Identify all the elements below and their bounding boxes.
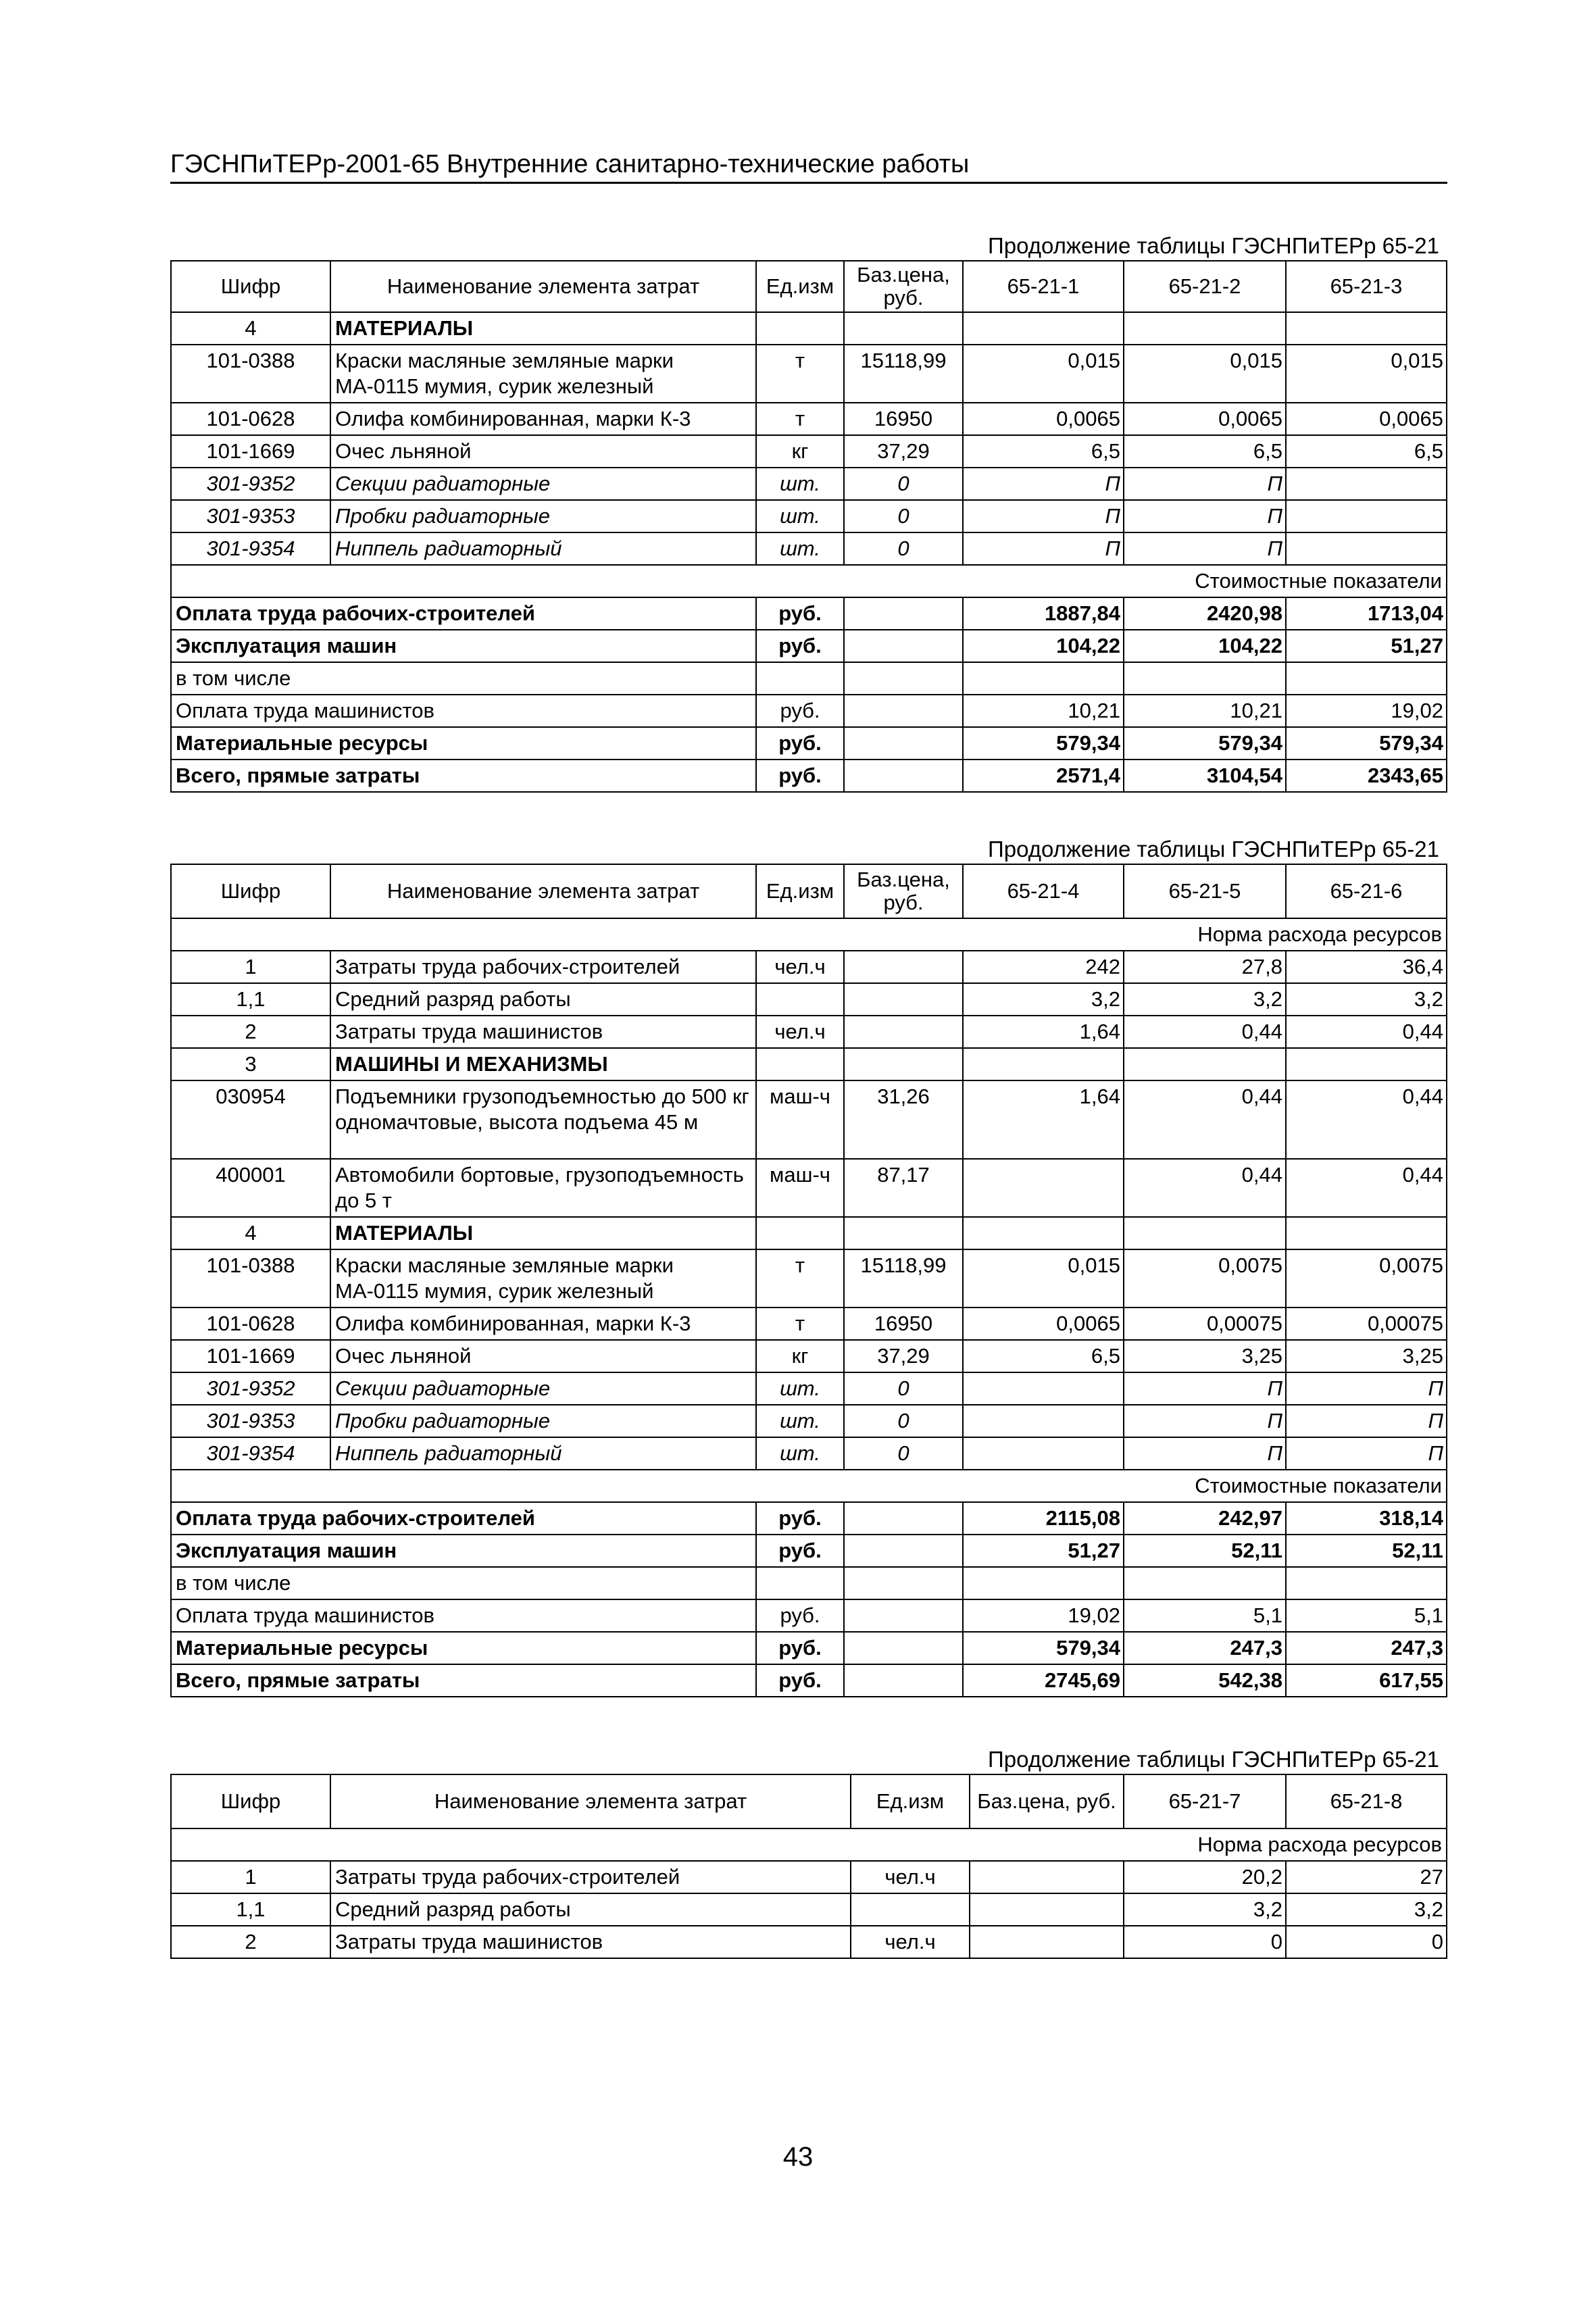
row-code: 101-0388: [171, 1249, 330, 1308]
row-code: 030954: [171, 1080, 330, 1159]
cost-value: [1124, 662, 1286, 695]
row-unit: т: [756, 403, 844, 435]
table-row: [171, 435, 1447, 468]
header-price: Баз.цена, руб.: [970, 1774, 1124, 1828]
row-name: Средний разряд работы: [330, 1893, 851, 1926]
row-unit: [756, 1048, 844, 1080]
row-value: 0,0065: [1286, 403, 1447, 435]
row-unit: т: [756, 1249, 844, 1308]
row-value: 3,2: [963, 983, 1124, 1016]
row-name: МАТЕРИАЛЫ: [330, 1217, 756, 1249]
row-price: [844, 983, 963, 1016]
cost-price-empty: [844, 727, 963, 760]
row-value: 3,25: [1286, 1340, 1447, 1372]
row-value: П: [963, 532, 1124, 565]
cost-label: в том числе: [171, 1567, 756, 1599]
row-value: 0,0065: [963, 403, 1124, 435]
row-code: 1,1: [171, 1893, 330, 1926]
row-unit: кг: [756, 435, 844, 468]
row-unit: чел.ч: [756, 1016, 844, 1048]
cost-value: 2745,69: [963, 1664, 1124, 1697]
row-unit: шт.: [756, 1405, 844, 1437]
cost-value: 5,1: [1286, 1599, 1447, 1632]
header-code: Шифр: [171, 261, 330, 312]
header-col: 65-21-6: [1286, 864, 1447, 918]
row-value: 0,44: [1286, 1080, 1447, 1159]
row-value: [963, 1405, 1124, 1437]
row-value: 27: [1286, 1861, 1447, 1893]
table-row: [171, 1893, 1447, 1926]
row-price: 0: [844, 1437, 963, 1470]
cost-value: 19,02: [963, 1599, 1124, 1632]
row-value: П: [1124, 532, 1286, 565]
norm-heading: Норма расхода ресурсов: [171, 918, 1447, 951]
row-value: 0,0075: [1286, 1249, 1447, 1308]
table-row: [171, 1405, 1447, 1437]
row-value: [1124, 1217, 1286, 1249]
cost-value: 579,34: [963, 1632, 1124, 1664]
header-code: Шифр: [171, 864, 330, 918]
row-value: 0,015: [1286, 345, 1447, 403]
cost-unit: руб.: [756, 1632, 844, 1664]
cost-value: [963, 662, 1124, 695]
cost-value: 1887,84: [963, 597, 1124, 630]
row-value: [963, 1437, 1124, 1470]
row-unit: [756, 983, 844, 1016]
table-row: [171, 1159, 1447, 1217]
page-header: ГЭСНПиТЕРр-2001-65 Внутренние санитарно-технические работы: [170, 150, 1447, 184]
row-code: 101-0628: [171, 1308, 330, 1340]
cost-label: Оплата труда машинистов: [171, 695, 756, 727]
row-price: 0: [844, 468, 963, 500]
page-number: 43: [782, 2142, 814, 2172]
table-row: [171, 1217, 1447, 1249]
cost-price-empty: [844, 1567, 963, 1599]
row-price: [844, 1048, 963, 1080]
cost-value: 2420,98: [1124, 597, 1286, 630]
row-value: 27,8: [1124, 951, 1286, 983]
cost-unit: руб.: [756, 1502, 844, 1535]
row-code: 101-0628: [171, 403, 330, 435]
table-row: [171, 1372, 1447, 1405]
row-code: 101-1669: [171, 435, 330, 468]
row-price: 0: [844, 1405, 963, 1437]
row-value: 0,44: [1124, 1080, 1286, 1159]
row-code: 4: [171, 1217, 330, 1249]
row-name: Олифа комбинированная, марки К-3: [330, 1308, 756, 1340]
row-value: [1286, 1217, 1447, 1249]
row-price: 0: [844, 1372, 963, 1405]
cost-unit: руб.: [756, 597, 844, 630]
cost-value: 51,27: [1286, 630, 1447, 662]
cost-value: 579,34: [1286, 727, 1447, 760]
cost-label: в том числе: [171, 662, 756, 695]
row-value: 0: [1286, 1926, 1447, 1958]
row-unit: чел.ч: [756, 951, 844, 983]
cost-label: Оплата труда рабочих-строителей: [171, 597, 756, 630]
row-value: 3,25: [1124, 1340, 1286, 1372]
row-name: Автомобили бортовые, грузоподъемность до 5 т: [330, 1159, 756, 1217]
header-unit: Ед.изм: [851, 1774, 970, 1828]
header-col: 65-21-3: [1286, 261, 1447, 312]
row-value: П: [1286, 1372, 1447, 1405]
cost-row: [171, 1502, 1447, 1535]
row-code: 101-1669: [171, 1340, 330, 1372]
cost-value: 2115,08: [963, 1502, 1124, 1535]
row-unit: [756, 1217, 844, 1249]
row-value: 6,5: [963, 435, 1124, 468]
cost-label: Материальные ресурсы: [171, 727, 756, 760]
row-value: [1286, 500, 1447, 532]
cost-value: 247,3: [1124, 1632, 1286, 1664]
header-name: Наименование элемента затрат: [330, 1774, 851, 1828]
row-value: [963, 1159, 1124, 1217]
header-col: 65-21-5: [1124, 864, 1286, 918]
row-price: [844, 312, 963, 345]
row-name: Затраты труда машинистов: [330, 1926, 851, 1958]
row-value: П: [1124, 1372, 1286, 1405]
cost-price-empty: [844, 1632, 963, 1664]
cost-row: [171, 1664, 1447, 1697]
row-unit: шт.: [756, 500, 844, 532]
cost-label: Всего, прямые затраты: [171, 1664, 756, 1697]
header-code: Шифр: [171, 1774, 330, 1828]
cost-value: 247,3: [1286, 1632, 1447, 1664]
row-unit: [756, 312, 844, 345]
row-code: 301-9352: [171, 1372, 330, 1405]
header-price: Баз.цена, руб.: [844, 261, 963, 312]
cost-heading: Стоимостные показатели: [171, 1470, 1447, 1502]
row-value: 0,0065: [963, 1308, 1124, 1340]
table-row: [171, 1308, 1447, 1340]
row-name: Ниппель радиаторный: [330, 1437, 756, 1470]
row-value: [963, 312, 1124, 345]
row-value: [963, 1217, 1124, 1249]
header-unit: Ед.изм: [756, 261, 844, 312]
cost-unit: руб.: [756, 760, 844, 792]
row-value: 242: [963, 951, 1124, 983]
row-name: МАТЕРИАЛЫ: [330, 312, 756, 345]
row-name: Очес льняной: [330, 435, 756, 468]
row-name: Затраты труда рабочих-строителей: [330, 951, 756, 983]
cost-value: [1286, 1567, 1447, 1599]
row-name: Пробки радиаторные: [330, 500, 756, 532]
row-code: 301-9354: [171, 1437, 330, 1470]
table3-continuation-label: Продолжение таблицы ГЭСНПиТЕРр 65-21: [988, 1747, 1439, 1772]
row-name: Ниппель радиаторный: [330, 532, 756, 565]
cost-label: Эксплуатация машин: [171, 1535, 756, 1567]
header-col: 65-21-4: [963, 864, 1124, 918]
cost-value: 542,38: [1124, 1664, 1286, 1697]
header-col: 65-21-7: [1124, 1774, 1286, 1828]
row-price: 16950: [844, 403, 963, 435]
row-code: 3: [171, 1048, 330, 1080]
row-unit: чел.ч: [851, 1861, 970, 1893]
cost-value: 5,1: [1124, 1599, 1286, 1632]
row-value: 0,0075: [1124, 1249, 1286, 1308]
row-unit: шт.: [756, 468, 844, 500]
cost-row: [171, 630, 1447, 662]
row-price: 0: [844, 532, 963, 565]
cost-row: [171, 597, 1447, 630]
row-price: 15118,99: [844, 345, 963, 403]
cost-price-empty: [844, 1664, 963, 1697]
cost-unit: руб.: [756, 1664, 844, 1697]
table-row: [171, 403, 1447, 435]
row-value: 6,5: [1286, 435, 1447, 468]
row-value: [1124, 312, 1286, 345]
cost-row: [171, 727, 1447, 760]
row-code: 2: [171, 1016, 330, 1048]
row-name: Олифа комбинированная, марки К-3: [330, 403, 756, 435]
row-code: 1: [171, 1861, 330, 1893]
row-value: 3,2: [1286, 1893, 1447, 1926]
cost-label: Оплата труда рабочих-строителей: [171, 1502, 756, 1535]
row-name: Подъемники грузоподъемностью до 500 кг одномачтовые, высота подъема 45 м: [330, 1080, 756, 1159]
header-name: Наименование элемента затрат: [330, 261, 756, 312]
row-unit: [851, 1893, 970, 1926]
table3: [170, 1774, 1447, 1959]
row-value: 0,00075: [1124, 1308, 1286, 1340]
header-col: 65-21-2: [1124, 261, 1286, 312]
row-name: Секции радиаторные: [330, 468, 756, 500]
row-unit: т: [756, 345, 844, 403]
row-code: 4: [171, 312, 330, 345]
row-price: 37,29: [844, 435, 963, 468]
row-code: 301-9352: [171, 468, 330, 500]
row-value: 0,015: [963, 1249, 1124, 1308]
row-value: 0,44: [1286, 1016, 1447, 1048]
cost-unit: руб.: [756, 727, 844, 760]
row-value: 0: [1124, 1926, 1286, 1958]
row-name: Пробки радиаторные: [330, 1405, 756, 1437]
cost-label: Всего, прямые затраты: [171, 760, 756, 792]
row-value: 1,64: [963, 1080, 1124, 1159]
table1: [170, 260, 1447, 793]
row-unit: т: [756, 1308, 844, 1340]
cost-value: 617,55: [1286, 1664, 1447, 1697]
row-price: 87,17: [844, 1159, 963, 1217]
cost-heading: Стоимостные показатели: [171, 565, 1447, 597]
row-value: П: [963, 500, 1124, 532]
row-code: 1: [171, 951, 330, 983]
row-value: П: [1286, 1437, 1447, 1470]
cost-price-empty: [844, 597, 963, 630]
cost-row: [171, 695, 1447, 727]
row-name: Средний разряд работы: [330, 983, 756, 1016]
cost-value: 2343,65: [1286, 760, 1447, 792]
table-row: [171, 500, 1447, 532]
row-value: 36,4: [1286, 951, 1447, 983]
row-unit: шт.: [756, 1437, 844, 1470]
cost-value: 242,97: [1124, 1502, 1286, 1535]
table-row: [171, 468, 1447, 500]
cost-value: 104,22: [1124, 630, 1286, 662]
row-code: 301-9353: [171, 500, 330, 532]
cost-value: 19,02: [1286, 695, 1447, 727]
row-price: [970, 1893, 1124, 1926]
row-value: П: [1286, 1405, 1447, 1437]
row-name: Затраты труда рабочих-строителей: [330, 1861, 851, 1893]
norm-heading: Норма расхода ресурсов: [171, 1828, 1447, 1861]
cost-value: 1713,04: [1286, 597, 1447, 630]
row-value: 0,015: [963, 345, 1124, 403]
cost-price-empty: [844, 662, 963, 695]
cost-label: Материальные ресурсы: [171, 1632, 756, 1664]
cost-value: 579,34: [1124, 727, 1286, 760]
row-value: 3,2: [1124, 1893, 1286, 1926]
row-value: П: [1124, 1405, 1286, 1437]
table-row: [171, 312, 1447, 345]
cost-price-empty: [844, 630, 963, 662]
cost-row: [171, 1599, 1447, 1632]
header-unit: Ед.изм: [756, 864, 844, 918]
row-value: 0,44: [1124, 1016, 1286, 1048]
row-value: [1286, 468, 1447, 500]
cost-value: 318,14: [1286, 1502, 1447, 1535]
row-value: [963, 1048, 1124, 1080]
row-price: [970, 1861, 1124, 1893]
row-value: 6,5: [963, 1340, 1124, 1372]
row-value: 0,015: [1124, 345, 1286, 403]
row-value: 0,44: [1286, 1159, 1447, 1217]
row-name: Секции радиаторные: [330, 1372, 756, 1405]
table-row: [171, 532, 1447, 565]
cost-price-empty: [844, 1599, 963, 1632]
row-price: [970, 1926, 1124, 1958]
row-price: 0: [844, 500, 963, 532]
cost-unit: руб.: [756, 695, 844, 727]
row-value: [1286, 532, 1447, 565]
row-value: 0,0065: [1124, 403, 1286, 435]
cost-row: [171, 1632, 1447, 1664]
cost-unit: [756, 662, 844, 695]
row-value: [1286, 312, 1447, 345]
row-name: Очес льняной: [330, 1340, 756, 1372]
cost-value: 104,22: [963, 630, 1124, 662]
cost-row: [171, 760, 1447, 792]
row-code: 1,1: [171, 983, 330, 1016]
row-price: 31,26: [844, 1080, 963, 1159]
row-name: Краски масляные земляные марки МА-0115 мумия, сурик железный: [330, 1249, 756, 1308]
row-unit: чел.ч: [851, 1926, 970, 1958]
row-unit: шт.: [756, 532, 844, 565]
header-name: Наименование элемента затрат: [330, 864, 756, 918]
table-row: [171, 1080, 1447, 1159]
cost-value: 51,27: [963, 1535, 1124, 1567]
table-row: [171, 951, 1447, 983]
row-unit: маш-ч: [756, 1080, 844, 1159]
cost-row: [171, 1567, 1447, 1599]
table-row: [171, 1016, 1447, 1048]
row-value: 3,2: [1286, 983, 1447, 1016]
cost-unit: руб.: [756, 630, 844, 662]
cost-value: 52,11: [1286, 1535, 1447, 1567]
table-row: [171, 983, 1447, 1016]
cost-value: 2571,4: [963, 760, 1124, 792]
table-row: [171, 1926, 1447, 1958]
row-unit: шт.: [756, 1372, 844, 1405]
row-price: 37,29: [844, 1340, 963, 1372]
cost-unit: руб.: [756, 1535, 844, 1567]
table-row: [171, 1437, 1447, 1470]
row-unit: маш-ч: [756, 1159, 844, 1217]
cost-value: 52,11: [1124, 1535, 1286, 1567]
cost-price-empty: [844, 1502, 963, 1535]
header-col: 65-21-8: [1286, 1774, 1447, 1828]
row-price: 16950: [844, 1308, 963, 1340]
row-value: 20,2: [1124, 1861, 1286, 1893]
row-value: 0,44: [1124, 1159, 1286, 1217]
table-row: [171, 1249, 1447, 1308]
row-code: 101-0388: [171, 345, 330, 403]
row-value: 6,5: [1124, 435, 1286, 468]
cost-value: [1124, 1567, 1286, 1599]
row-value: 3,2: [1124, 983, 1286, 1016]
cost-unit: [756, 1567, 844, 1599]
row-unit: кг: [756, 1340, 844, 1372]
cost-value: [963, 1567, 1124, 1599]
table1-continuation-label: Продолжение таблицы ГЭСНПиТЕРр 65-21: [988, 233, 1439, 258]
cost-price-empty: [844, 695, 963, 727]
row-value: П: [963, 468, 1124, 500]
row-name: МАШИНЫ И МЕХАНИЗМЫ: [330, 1048, 756, 1080]
row-value: [1286, 1048, 1447, 1080]
row-code: 301-9354: [171, 532, 330, 565]
cost-price-empty: [844, 760, 963, 792]
row-code: 301-9353: [171, 1405, 330, 1437]
cost-value: 10,21: [1124, 695, 1286, 727]
row-code: 400001: [171, 1159, 330, 1217]
row-price: [844, 1016, 963, 1048]
row-value: П: [1124, 468, 1286, 500]
row-name: Краски масляные земляные марки МА-0115 мумия, сурик железный: [330, 345, 756, 403]
table-row: [171, 1861, 1447, 1893]
cost-value: 579,34: [963, 727, 1124, 760]
cost-label: Оплата труда машинистов: [171, 1599, 756, 1632]
cost-value: [1286, 662, 1447, 695]
row-name: Затраты труда машинистов: [330, 1016, 756, 1048]
row-value: П: [1124, 500, 1286, 532]
row-value: [963, 1372, 1124, 1405]
table2: [170, 864, 1447, 1697]
row-price: [844, 1217, 963, 1249]
row-price: [844, 951, 963, 983]
header-price: Баз.цена, руб.: [844, 864, 963, 918]
cost-value: 10,21: [963, 695, 1124, 727]
cost-label: Эксплуатация машин: [171, 630, 756, 662]
cost-price-empty: [844, 1535, 963, 1567]
row-code: 2: [171, 1926, 330, 1958]
row-value: 1,64: [963, 1016, 1124, 1048]
table-row: [171, 345, 1447, 403]
cost-value: 3104,54: [1124, 760, 1286, 792]
cost-row: [171, 662, 1447, 695]
table-row: [171, 1340, 1447, 1372]
header-col: 65-21-1: [963, 261, 1124, 312]
cost-row: [171, 1535, 1447, 1567]
table-row: [171, 1048, 1447, 1080]
row-value: [1124, 1048, 1286, 1080]
row-value: 0,00075: [1286, 1308, 1447, 1340]
table2-continuation-label: Продолжение таблицы ГЭСНПиТЕРр 65-21: [988, 837, 1439, 862]
cost-unit: руб.: [756, 1599, 844, 1632]
row-price: 15118,99: [844, 1249, 963, 1308]
row-value: П: [1124, 1437, 1286, 1470]
